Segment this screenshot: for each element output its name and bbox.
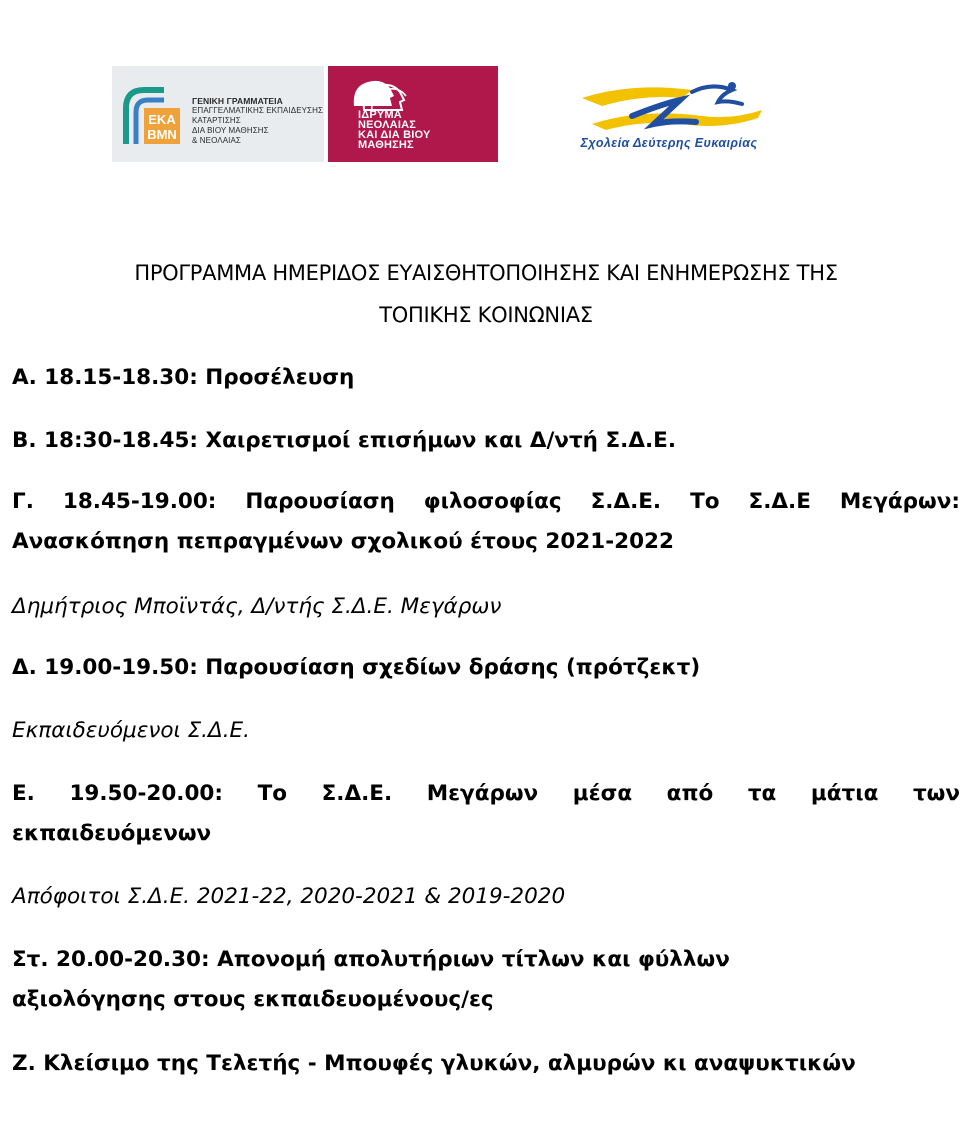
program-item-c (12, 482, 960, 562)
program-item-b: Β. 18:30-18.45: Χαιρετισμοί επισήμων και Δ/ντή Σ.Δ.Ε. (12, 428, 676, 453)
gsvet-line-5: & ΝΕΟΛΑΙΑΣ (192, 136, 241, 145)
inedivim-line-2: ΝΕΟΛΑΙΑΣ (358, 119, 417, 131)
gsvet-logo (112, 66, 324, 162)
svg-text:ΒΜΝ: ΒΜΝ (147, 127, 177, 142)
program-item-d-speaker: Εκπαιδευόμενοι Σ.Δ.Ε. (12, 718, 250, 743)
program-item-st-line-1: Στ. 20.00-20.30: Απονομή απολυτήριων τίτλων και φύλλων (12, 947, 730, 972)
inedivim-logo (328, 66, 498, 162)
sde-swoosh-icon (572, 78, 772, 136)
gsvet-line-1: ΓΕΝΙΚΗ ΓΡΑΜΜΑΤΕΙΑ (192, 96, 283, 106)
gsvet-line-4: ΔΙΑ ΒΙΟΥ ΜΑΘΗΣΗΣ (192, 126, 269, 135)
gsvet-logo-text (192, 96, 323, 146)
inedivim-line-4: ΜΑΘΗΣΗΣ (358, 139, 414, 151)
program-item-c-line-2: Ανασκόπηση πεπραγμένων σχολικού έτους 2021-2022 (12, 529, 674, 554)
page-title (0, 252, 972, 336)
logo-strip (112, 66, 812, 162)
program-item-d: Δ. 19.00-19.50: Παρουσίαση σχεδίων δράσης (πρότζεκτ) (12, 655, 701, 680)
program-item-e (12, 774, 960, 854)
program-item-c-line-1: Γ. 18.45-19.00: Παρουσίαση φιλοσοφίας Σ.Δ.Ε. Το Σ.Δ.Ε Μεγάρων: (12, 489, 960, 514)
title-line-1: ΠΡΟΓΡΑΜΜΑ ΗΜΕΡΙΔΟΣ ΕΥΑΙΣΘΗΤΟΠΟΙΗΣΗΣ ΚΑΙ ΕΝΗΜΕΡΩΣΗΣ ΤΗΣ (134, 261, 838, 285)
gsvet-line-3: ΚΑΤΑΡΤΙΣΗΣ (192, 116, 241, 125)
sde-logo (544, 78, 794, 162)
program-item-z: Ζ. Κλείσιμο της Τελετής - Μπουφές γλυκών, αλμυρών κι αναψυκτικών (12, 1051, 856, 1076)
inedivim-line-3: ΚΑΙ ΔΙΑ ΒΙΟΥ (358, 129, 431, 141)
program-item-e-speaker: Απόφοιτοι Σ.Δ.Ε. 2021-22, 2020-2021 & 2019-2020 (12, 884, 566, 909)
program-item-st-line-2: αξιολόγησης στους εκπαιδευομένους/ες (12, 987, 494, 1012)
svg-text:ΕΚΑ: ΕΚΑ (148, 112, 176, 127)
title-line-2: ΤΟΠΙΚΗΣ ΚΟΙΝΩΝΙΑΣ (379, 303, 593, 327)
program-item-a: Α. 18.15-18.30: Προσέλευση (12, 365, 355, 390)
gsvet-line-2: ΕΠΑΓΓΕΛΜΑΤΙΚΗΣ ΕΚΠΑΙΔΕΥΣΗΣ (192, 106, 324, 115)
inedivim-line-1: ΙΔΡΥΜΑ (358, 109, 402, 121)
gsvet-emblem-icon (120, 86, 182, 148)
sde-logo-caption: Σχολεία Δεύτερης Ευκαιρίας (580, 136, 758, 150)
program-item-e-line-2: εκπαιδευόμενων (12, 821, 212, 846)
program-item-e-line-1: Ε. 19.50-20.00: Το Σ.Δ.Ε. Μεγάρων μέσα από τα μάτια των (12, 781, 960, 806)
program-item-c-speaker: Δημήτριος Μποϊντάς, Δ/ντής Σ.Δ.Ε. Μεγάρων (12, 594, 502, 619)
program-item-st (12, 940, 960, 1020)
inedivim-logo-text (358, 110, 431, 150)
